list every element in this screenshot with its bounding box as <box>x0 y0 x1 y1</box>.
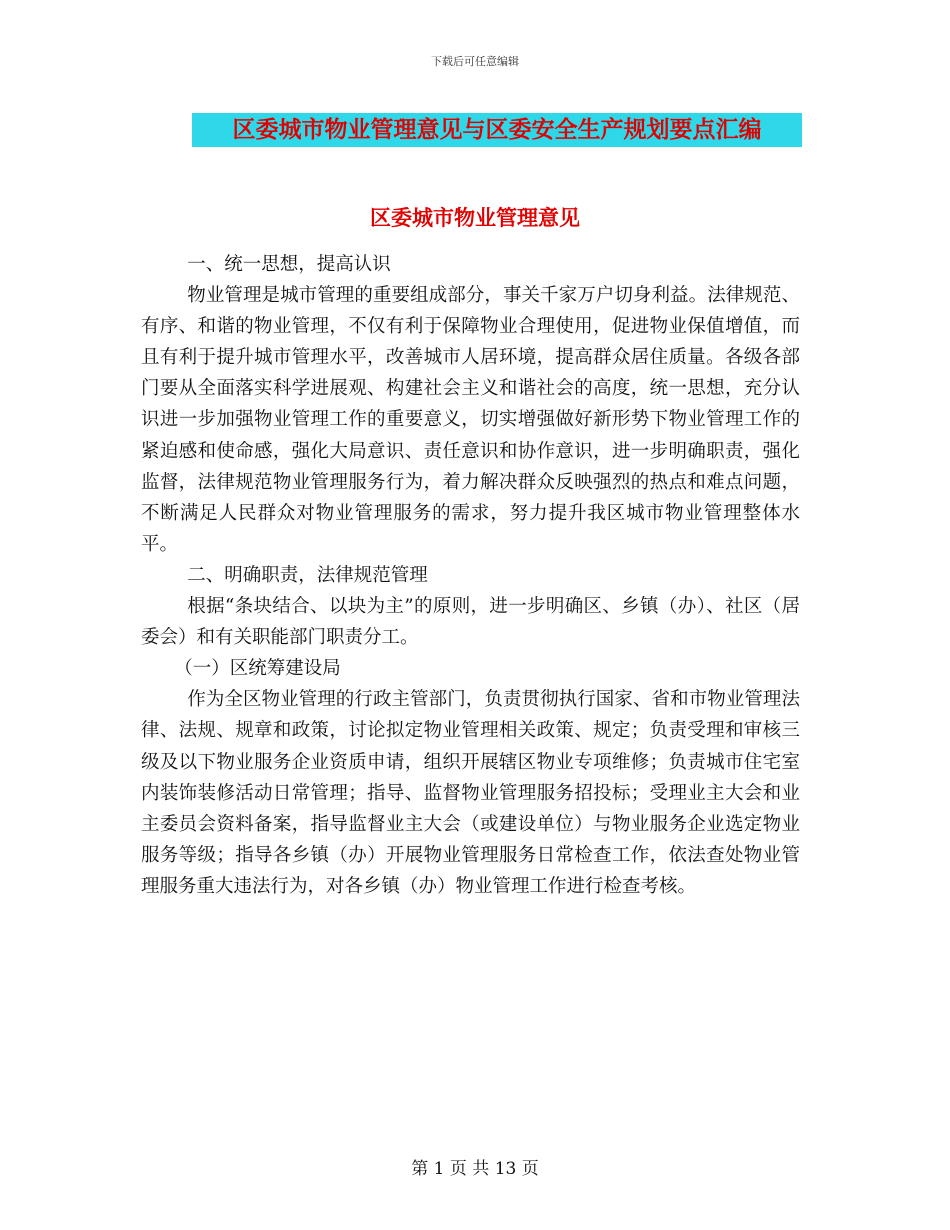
document-body <box>141 249 800 902</box>
paragraph-3: 作为全区物业管理的行政主管部门，负责贯彻执行国家、省和市物业管理法律、法规、规章和政策，讨论拟定物业管理相关政策、规定；负责受理和审核三级及以下物业服务企业资质申请，组织开展辖区物业专项维修；负责城市住宅室内装饰装修活动日常管理；指导、监督物业管理服务招投标；受理业主大会和业主委员会资料备案，指导监督业主大会（或建设单位）与物业服务企业选定物业服务等级；指导各乡镇（办）开展物业管理服务日常检查工作，依法查处物业管理服务重大违法行为，对各乡镇（办）物业管理工作进行检查考核。 <box>141 689 800 897</box>
paragraph-2: 根据“条块结合、以块为主”的原则，进一步明确区、乡镇（办）、社区（居委会）和有关职能部门职责分工。 <box>141 596 800 649</box>
section-title: 区委城市物业管理意见 <box>370 206 580 230</box>
paragraph-1: 物业管理是城市管理的重要组成部分，事关千家万户切身利益。法律规范、有序、和谐的物业管理，不仅有利于保障物业合理使用，促进物业保值增值，而且有利于提升城市管理水平，改善城市人居环境，提高群众居住质量。各级各部门要从全面落实科学进展观、构建社会主义和谐社会的高度，统一思想，充分认识进一步加强物业管理工作的重要意义，切实增强做好新形势下物业管理工作的紧迫感和使命感，强化大局意识、责任意识和协作意识，进一步明确职责，强化监督，法律规范物业管理服务行为，着力解决群众反映强烈的热点和难点问题，不断满足人民群众对物业管理服务的需求，努力提升我区城市物业管理整体水平。 <box>141 285 800 555</box>
heading-2: 二、明确职责，法律规范管理 <box>187 564 428 586</box>
document-title: 区委城市物业管理意见与区委安全生产规划要点汇编 <box>192 113 802 147</box>
heading-1: 一、统一思想，提高认识 <box>187 254 391 275</box>
subheading-1: （一）区统筹建设局 <box>174 658 341 680</box>
header-note: 下载后可任意编辑 <box>431 55 519 68</box>
page-footer: 第 1 页 共 13 页 <box>411 1159 539 1179</box>
